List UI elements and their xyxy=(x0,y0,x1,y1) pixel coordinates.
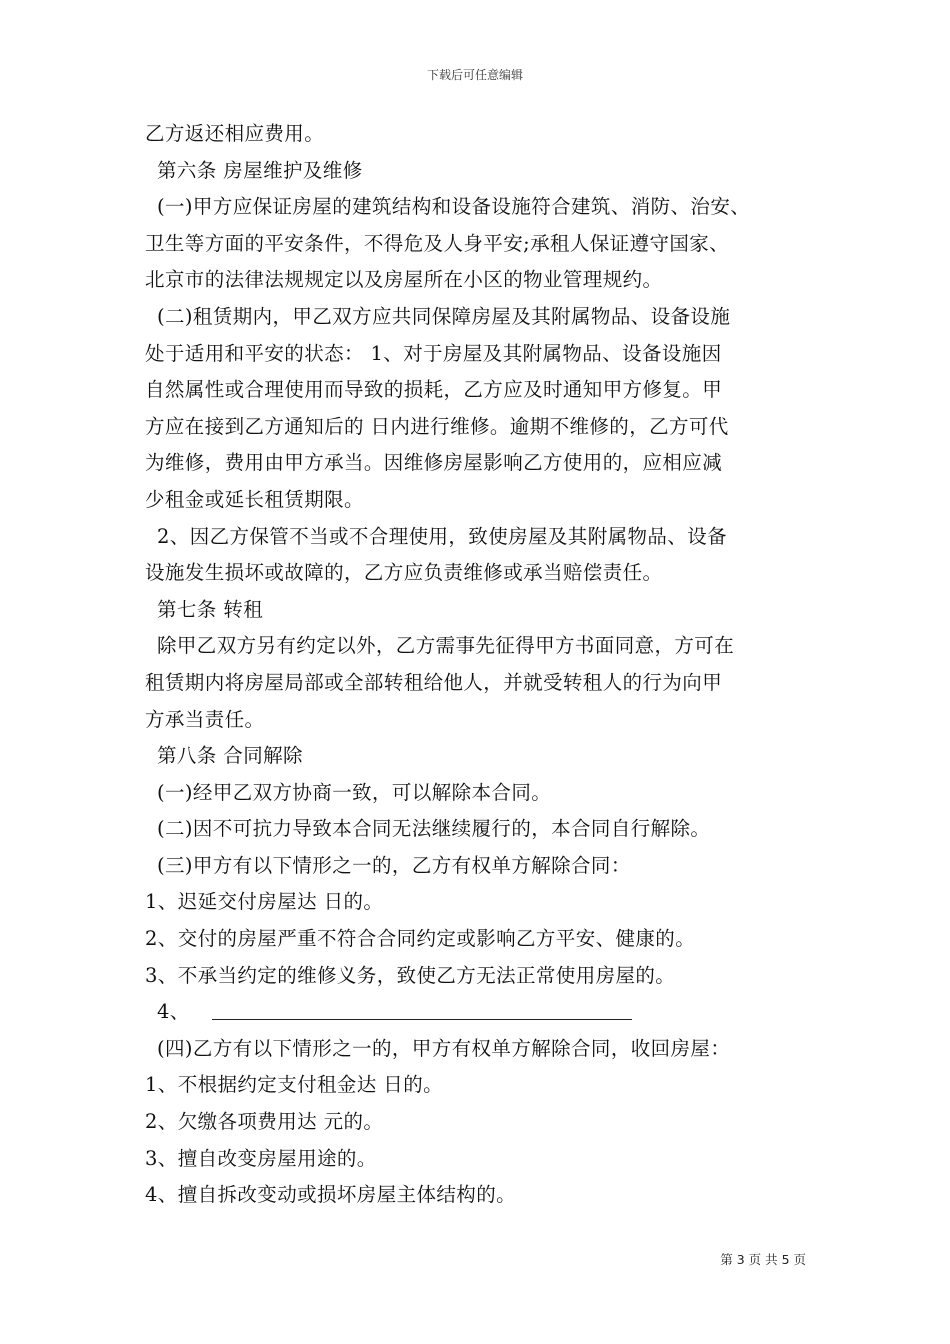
paragraph-line: 设施发生损坏或故障的，乙方应负责维修或承当赔偿责任。 xyxy=(145,561,663,585)
paragraph-line: 处于适用和平安的状态： 1、对于房屋及其附属物品、设备设施因 xyxy=(145,341,722,365)
paragraph-line: (一)甲方应保证房屋的建筑结构和设备设施符合建筑、消防、治安、 xyxy=(157,195,751,219)
fill-in-blank-line xyxy=(212,1018,632,1020)
page-header: 下载后可任意编辑 xyxy=(426,68,523,82)
paragraph-line: 乙方返还相应费用。 xyxy=(145,122,325,145)
paragraph-line: (四)乙方有以下情形之一的，甲方有权单方解除合同，收回房屋： xyxy=(157,1036,731,1060)
page-number: 第 3 页 共 5 页 xyxy=(720,1252,806,1267)
document-body xyxy=(145,116,815,1214)
paragraph-line: 2、因乙方保管不当或不合理使用，致使房屋及其附属物品、设备 xyxy=(157,524,728,548)
paragraph-line: 租赁期内将房屋局部或全部转租给他人，并就受转租人的行为向甲 xyxy=(145,670,723,694)
list-item: 2、欠缴各项费用达 元的。 xyxy=(145,1110,384,1134)
list-item: 1、不根据约定支付租金达 日的。 xyxy=(145,1073,444,1097)
paragraph-line: 方应在接到乙方通知后的 日内进行维修。逾期不维修的，乙方可代 xyxy=(145,414,729,438)
list-item-blank xyxy=(145,994,815,1031)
paragraph-line: (二)租赁期内，甲乙双方应共同保障房屋及其附属物品、设备设施 xyxy=(157,304,731,328)
paragraph-line: 少租金或延长租赁期限。 xyxy=(145,487,364,511)
list-item: 4、擅自拆改变动或损坏房屋主体结构的。 xyxy=(145,1183,517,1207)
paragraph-line: (二)因不可抗力导致本合同无法继续履行的，本合同自行解除。 xyxy=(157,817,711,841)
paragraph-line: 为维修，费用由甲方承当。因维修房屋影响乙方使用的，应相应减 xyxy=(145,451,723,475)
paragraph-line: (三)甲方有以下情形之一的，乙方有权单方解除合同： xyxy=(157,853,631,877)
list-item-number: 4、 xyxy=(157,1000,190,1024)
paragraph-line: 卫生等方面的平安条件，不得危及人身平安;承租人保证遵守国家、 xyxy=(145,231,730,255)
paragraph-line: (一)经甲乙双方协商一致，可以解除本合同。 xyxy=(157,780,552,804)
article-heading: 第八条 合同解除 xyxy=(157,744,303,768)
article-heading: 第七条 转租 xyxy=(157,597,264,621)
paragraph-line: 方承当责任。 xyxy=(145,707,265,731)
list-item: 1、迟延交付房屋达 日的。 xyxy=(145,890,384,914)
paragraph-line: 除甲乙双方另有约定以外，乙方需事先征得甲方书面同意，方可在 xyxy=(157,634,735,658)
list-item: 3、擅自改变房屋用途的。 xyxy=(145,1146,377,1170)
paragraph-line: 自然属性或合理使用而导致的损耗，乙方应及时通知甲方修复。甲 xyxy=(145,378,723,402)
paragraph-line: 北京市的法律法规规定以及房屋所在小区的物业管理规约。 xyxy=(145,268,663,292)
list-item: 2、交付的房屋严重不符合合同约定或影响乙方平安、健康的。 xyxy=(145,927,696,951)
list-item: 3、不承当约定的维修义务，致使乙方无法正常使用房屋的。 xyxy=(145,963,676,987)
article-heading: 第六条 房屋维护及维修 xyxy=(157,158,363,182)
